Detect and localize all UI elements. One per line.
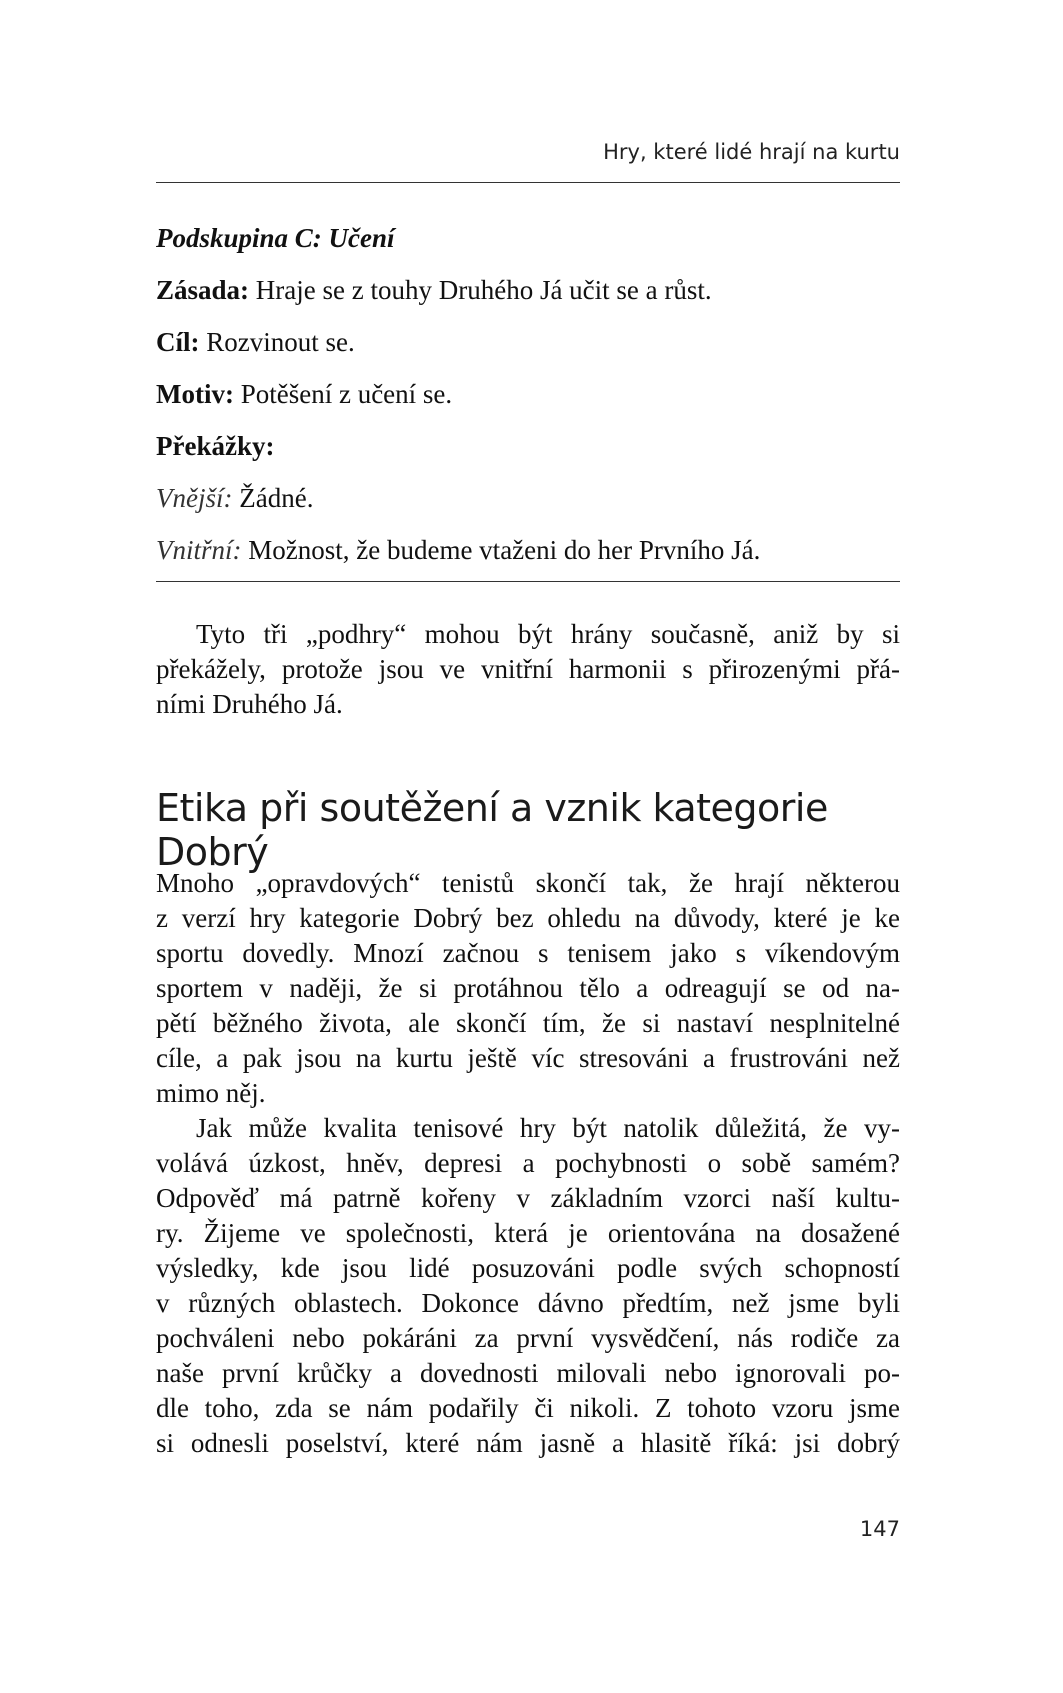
text-line: cíle, a pak jsou na kurtu ještě víc stresováni a frustrováni než bbox=[156, 1043, 900, 1073]
box-term: Zásada: bbox=[156, 275, 250, 305]
text-line: výsledky, kde jsou lidé posuzováni podle svých schopností bbox=[156, 1253, 900, 1283]
body-text bbox=[156, 866, 900, 1461]
subgroup-box bbox=[156, 212, 900, 576]
text-line: dle toho, zda se nám podařily či nikoli. Z tohoto vzoru jsme bbox=[156, 1393, 900, 1423]
text-line: v různých oblastech. Dokonce dávno předtím, než jsme byli bbox=[156, 1288, 900, 1318]
box-row-internal bbox=[156, 524, 900, 576]
header-rule bbox=[156, 182, 900, 183]
box-term: Překážky: bbox=[156, 431, 275, 461]
text-line: mimo něj. bbox=[156, 1078, 266, 1108]
box-text: Žádné. bbox=[232, 483, 314, 513]
box-italic-label: Vnější: bbox=[156, 483, 233, 513]
text-line: naše první krůčky a dovednosti milovali nebo ignorovali po- bbox=[156, 1358, 900, 1388]
text-line: volává úzkost, hněv, depresi a pochybnosti o sobě samém? bbox=[156, 1148, 900, 1178]
text-line: ry. Žijeme ve společnosti, která je orientována na dosažené bbox=[156, 1218, 900, 1248]
box-row-obstacles bbox=[156, 420, 900, 472]
text-line: pochváleni nebo pokáráni za první vysvědčení, nás rodiče za bbox=[156, 1323, 900, 1353]
text-line: Odpověď má patrně kořeny v základním vzorci naší kultu- bbox=[156, 1183, 900, 1213]
box-italic-label: Vnitřní: bbox=[156, 535, 242, 565]
section-heading: Etika při soutěžení a vznik kategorie Dobrý bbox=[156, 786, 828, 874]
box-term: Cíl: bbox=[156, 327, 200, 357]
text-line: Jak může kvalita tenisové hry být natolik důležitá, že vy- bbox=[196, 1113, 900, 1143]
text-line: Tyto tři „podhry“ mohou být hrány současně, aniž by si bbox=[196, 619, 900, 649]
box-row-principle bbox=[156, 264, 900, 316]
box-row-external bbox=[156, 472, 900, 524]
box-text: Možnost, že budeme vtaženi do her Prvního Já. bbox=[241, 535, 761, 565]
box-text: Hraje se z touhy Druhého Já učit se a růst. bbox=[249, 275, 712, 305]
page-number: 147 bbox=[859, 1517, 900, 1541]
text-line: Mnoho „opravdových“ tenistů skončí tak, že hrají některou bbox=[156, 868, 900, 898]
text-line: pětí běžného života, ale skončí tím, že si nastaví nesplnitelné bbox=[156, 1008, 900, 1038]
text-line: z verzí hry kategorie Dobrý bez ohledu na důvody, které je ke bbox=[156, 903, 900, 933]
box-text: Rozvinout se. bbox=[199, 327, 355, 357]
box-row-goal bbox=[156, 316, 900, 368]
text-line: ními Druhého Já. bbox=[156, 689, 343, 719]
intro-paragraph bbox=[156, 617, 900, 722]
subgroup-title: Podskupina C: Učení bbox=[156, 223, 395, 253]
text-line: překážely, protože jsou ve vnitřní harmonii s přirozenými přá- bbox=[156, 654, 900, 684]
box-term: Motiv: bbox=[156, 379, 234, 409]
box-text: Potěšení z učení se. bbox=[233, 379, 453, 409]
text-line: sportem v naději, že si protáhnou tělo a odreagují se od na- bbox=[156, 973, 900, 1003]
text-line: si odnesli poselství, které nám jasně a hlasitě říká: jsi dobrý bbox=[156, 1428, 900, 1458]
running-head: Hry, které lidé hrají na kurtu bbox=[603, 140, 900, 164]
box-bottom-rule bbox=[156, 581, 900, 582]
text-line: sportu dovedly. Mnozí začnou s tenisem jako s víkendovým bbox=[156, 938, 900, 968]
box-row-motive bbox=[156, 368, 900, 420]
